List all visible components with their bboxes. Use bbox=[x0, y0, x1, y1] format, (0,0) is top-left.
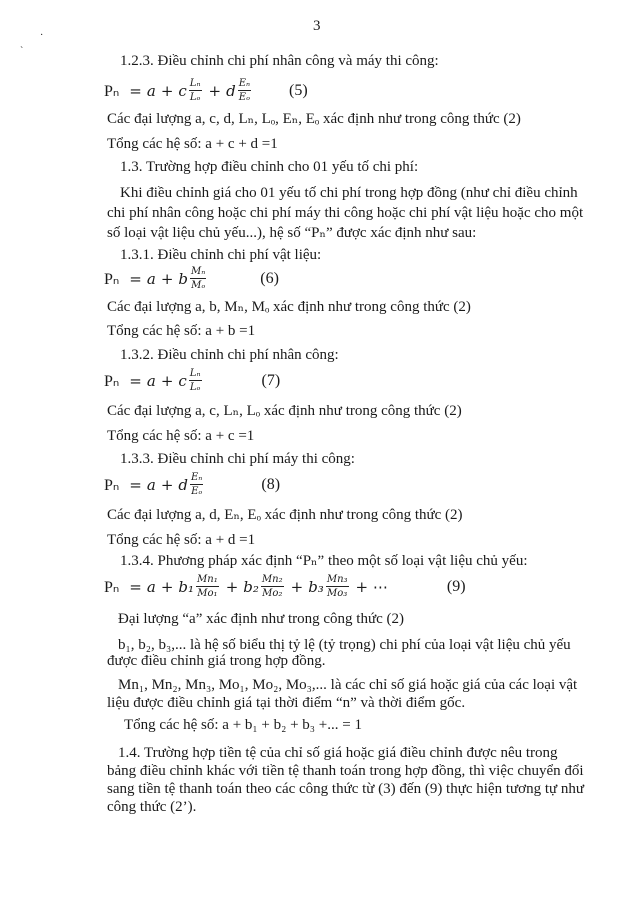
paragraph-1-4-line4: công thức (2’). bbox=[107, 799, 197, 815]
heading-1-3-3: 1.3.3. Điều chỉnh chi phí máy thi công: bbox=[120, 451, 355, 467]
sum-5: Tổng các hệ số: a + c + d =1 bbox=[107, 136, 278, 152]
desc-6: Các đại lượng a, b, Mₙ, Mₒ xác định như trong công thức (2) bbox=[107, 299, 471, 315]
desc-7: Các đại lượng a, c, Lₙ, Lₒ xác định như trong công thức (2) bbox=[107, 403, 462, 419]
heading-1-3-4: 1.3.4. Phương pháp xác định “Pₙ” theo một số loại vật liệu chủ yếu: bbox=[120, 553, 528, 569]
sum-6: Tổng các hệ số: a + b =1 bbox=[107, 323, 256, 339]
formula-6: Pₙ = a + b Mₙ Mₒ (6) bbox=[104, 266, 279, 291]
heading-1-2-3: 1.2.3. Điều chỉnh chi phí nhân công và máy thi công: bbox=[120, 53, 439, 69]
b-coeff-line2: được điều chỉnh giá trong hợp đồng. bbox=[107, 653, 326, 669]
paragraph-1-4-line2: bảng điều chỉnh khác với tiền tệ thanh toán trong hợp đồng, thì việc chuyển đổi bbox=[107, 763, 584, 779]
desc-5: Các đại lượng a, c, d, Lₙ, Lₒ, Eₙ, Eₒ xác định như trong công thức (2) bbox=[107, 111, 521, 127]
paragraph-1-3-line2: chi phí nhân công hoặc chi phí máy thi công hoặc chi phí vật liệu hoặc cho một bbox=[107, 205, 584, 221]
paragraph-1-3-line3: số loại vật liệu chủ yếu...), hệ số “Pₙ” được xác định như sau: bbox=[107, 225, 477, 241]
m-index-line2: liệu được điều chỉnh giá tại thời điểm “n” và thời điểm gốc. bbox=[107, 695, 466, 711]
desc-9: Đại lượng “a” xác định như trong công thức (2) bbox=[118, 611, 404, 627]
margin-mark: ` bbox=[20, 46, 24, 57]
heading-1-3: 1.3. Trường hợp điều chỉnh cho 01 yếu tố chi phí: bbox=[120, 159, 419, 175]
formula-8: Pₙ = a + d Eₙ Eₒ (8) bbox=[104, 472, 281, 497]
m-index-line1: Mn₁, Mn₂, Mn₃, Mo₁, Mo₂, Mo₃,... là các chỉ số giá hoặc giá của các loại vật bbox=[118, 677, 578, 693]
heading-1-3-1: 1.3.1. Điều chỉnh chi phí vật liệu: bbox=[120, 247, 322, 263]
paragraph-1-4-line3: sang tiền tệ thanh toán theo các công thức từ (3) đến (9) thực hiện tương tự như bbox=[107, 781, 584, 797]
sum-8: Tổng các hệ số: a + d =1 bbox=[107, 532, 256, 548]
formula-5: Pₙ = a + c Lₙ Lₒ + d Eₙ Eₒ (5) bbox=[104, 78, 308, 103]
formula-9: Pₙ = a + b₁ Mn₁ Mo₁ + b₂ Mn₂ Mo₂ + b₃ Mn₃ Mo₃ + ⋯ (9) bbox=[104, 574, 466, 599]
sum-7: Tổng các hệ số: a + c =1 bbox=[107, 428, 255, 444]
heading-1-3-2: 1.3.2. Điều chỉnh chi phí nhân công: bbox=[120, 347, 339, 363]
b-coeff-line1: b₁, b₂, b₃,... là hệ số biểu thị tỷ lệ (tỷ trọng) chi phí của loại vật liệu chủ yếu bbox=[118, 637, 571, 653]
formula-7: Pₙ = a + c Lₙ Lₒ (7) bbox=[104, 368, 281, 393]
desc-8: Các đại lượng a, d, Eₙ, Eₒ xác định như trong công thức (2) bbox=[107, 507, 463, 523]
margin-mark: · bbox=[40, 30, 44, 41]
paragraph-1-4-line1: 1.4. Trường hợp tiền tệ của chỉ số giá hoặc giá điều chỉnh được nêu trong bbox=[118, 745, 558, 761]
paragraph-1-3-line1: Khi điều chỉnh giá cho 01 yếu tố chi phí trong hợp đồng (như chỉ điều chỉnh bbox=[120, 185, 578, 201]
page-number: 3 bbox=[313, 18, 321, 34]
sum-9: Tổng các hệ số: a + b₁ + b₂ + b₃ +... = 1 bbox=[124, 717, 362, 733]
